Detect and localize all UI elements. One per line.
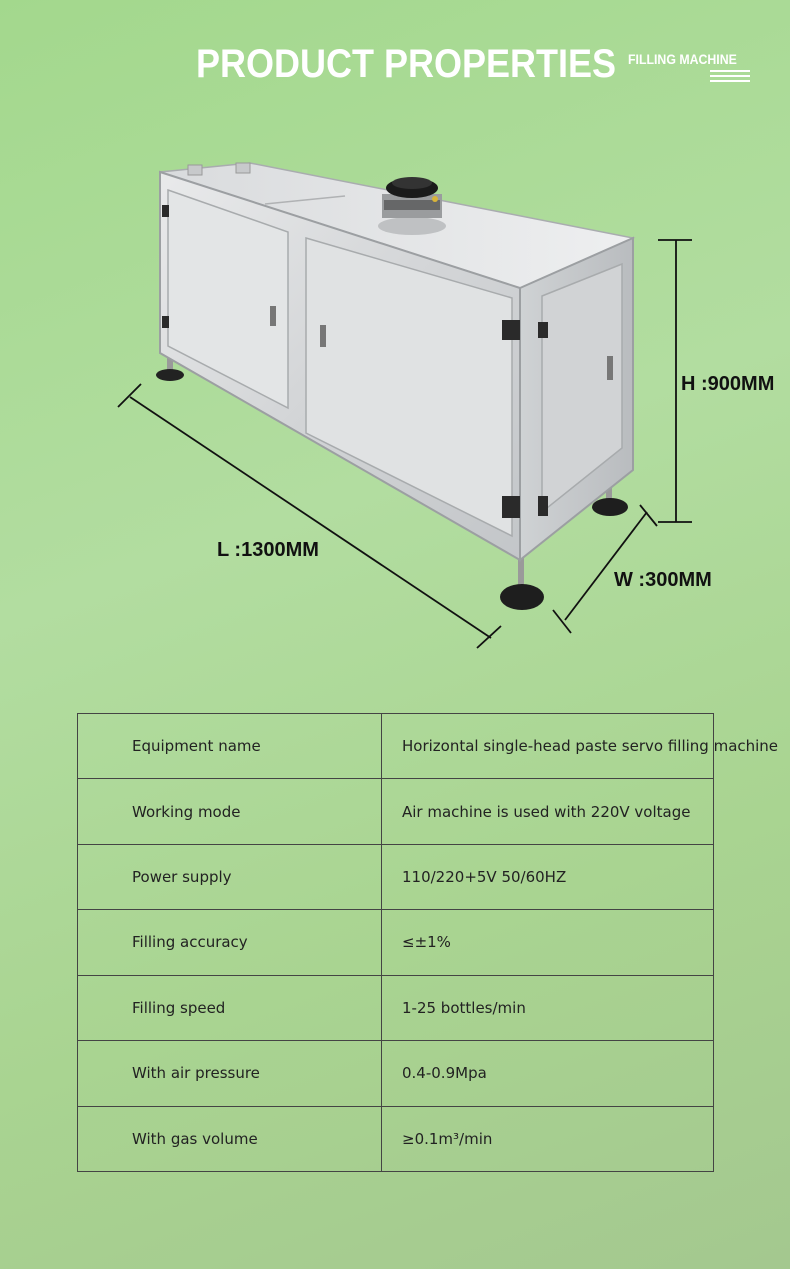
filling-machine-illustration <box>0 150 790 670</box>
table-row <box>78 1041 714 1106</box>
table-row <box>78 844 714 909</box>
spec-value: Horizontal single-head paste servo filling machine <box>382 714 714 779</box>
menu-lines-icon <box>710 70 750 84</box>
spec-label: Filling accuracy <box>78 910 382 975</box>
spec-value: 0.4-0.9Mpa <box>382 1041 714 1106</box>
table-row <box>78 910 714 975</box>
height-dimension-label: H :900MM <box>681 373 775 395</box>
spec-label: Equipment name <box>78 714 382 779</box>
spec-value: ≥0.1m³/min <box>382 1106 714 1171</box>
spec-value: ≤±1% <box>382 910 714 975</box>
page-subtitle: FILLING MACHINE <box>628 51 737 67</box>
spec-label: Working mode <box>78 779 382 844</box>
spec-value: 1-25 bottles/min <box>382 975 714 1040</box>
spec-table <box>77 713 779 1172</box>
spec-label: Filling speed <box>78 975 382 1040</box>
spec-value: Air machine is used with 220V voltage <box>382 779 714 844</box>
table-row <box>78 714 714 779</box>
table-row <box>78 1106 714 1171</box>
length-dimension-label: L :1300MM <box>217 539 319 561</box>
spec-label: With gas volume <box>78 1106 382 1171</box>
spec-label: Power supply <box>78 844 382 909</box>
table-row <box>78 779 714 844</box>
width-dimension-label: W :300MM <box>614 569 712 591</box>
spec-value: 110/220+5V 50/60HZ <box>382 844 714 909</box>
spec-label: With air pressure <box>78 1041 382 1106</box>
table-row <box>78 975 714 1040</box>
page-title: PRODUCT PROPERTIES <box>196 42 617 86</box>
